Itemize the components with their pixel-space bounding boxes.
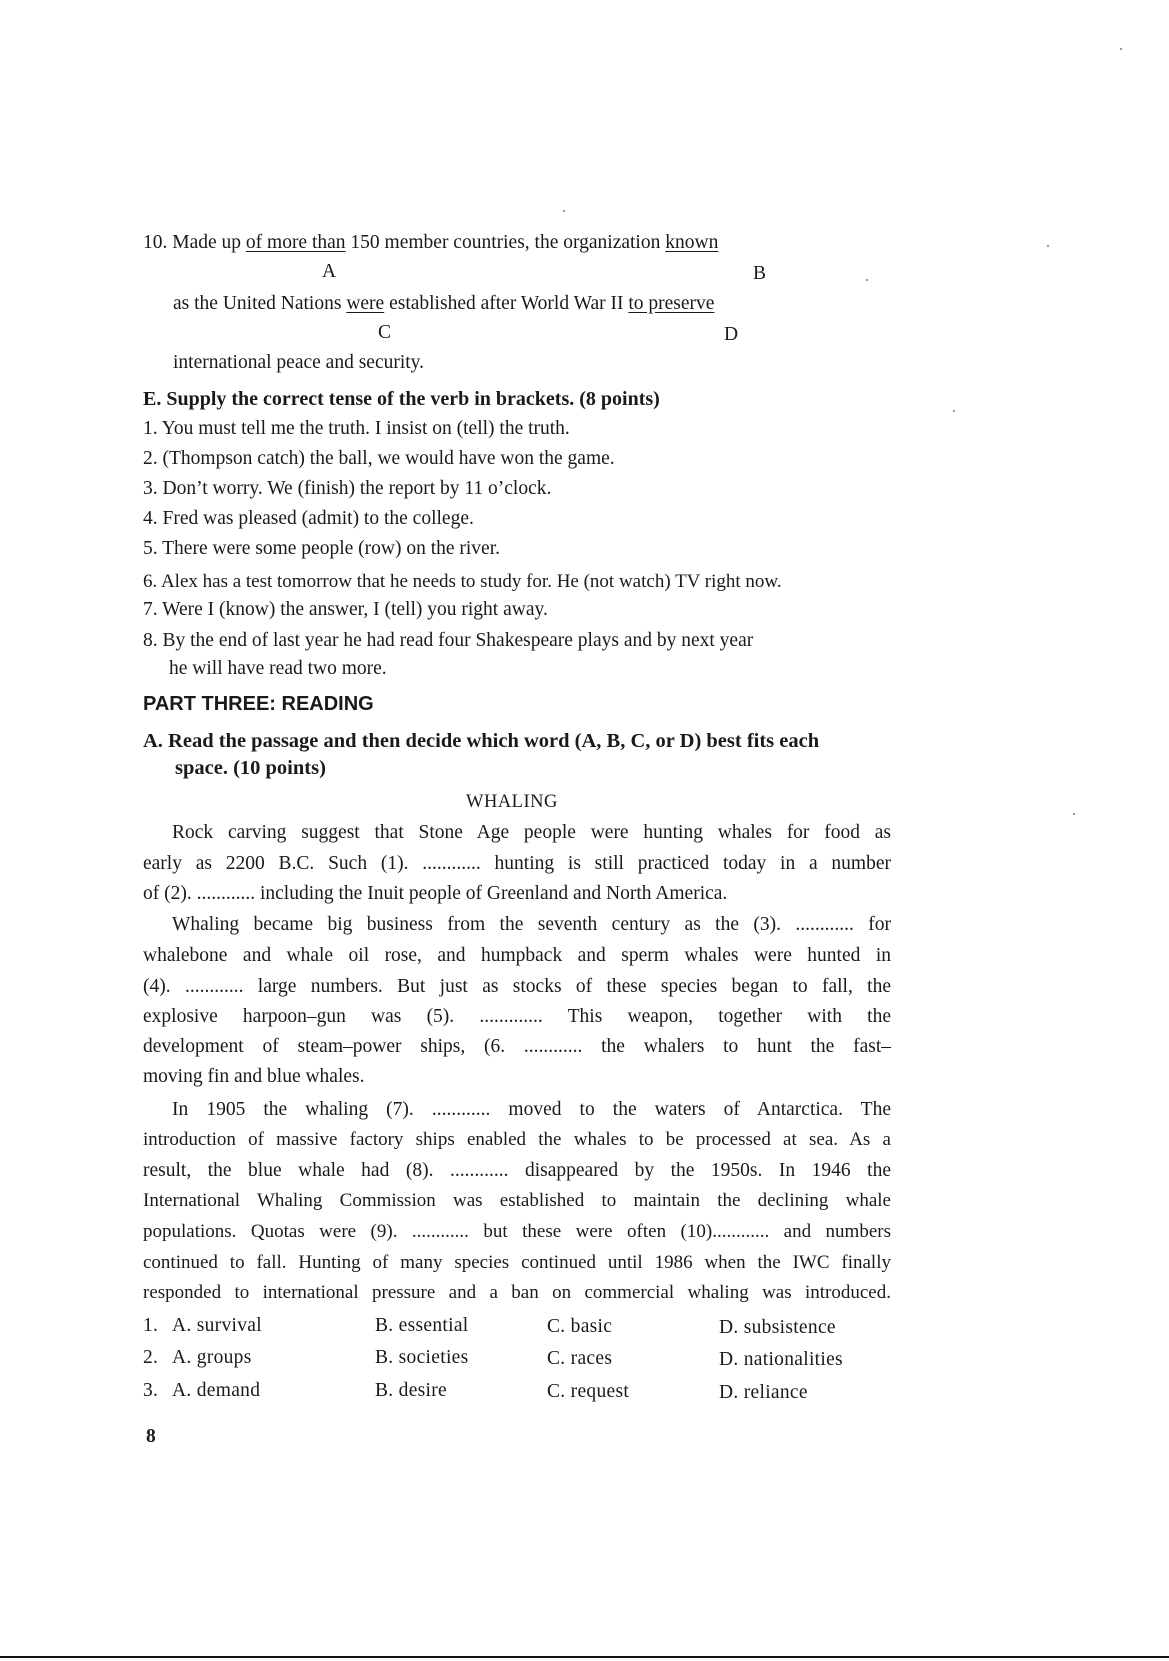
passage-para-2-line-4: explosive harpoon–gun was (5). ............. This weapon, together with the — [143, 1006, 891, 1027]
option-row-1-number: 1. — [143, 1315, 159, 1336]
passage-para-2-line-1: Whaling became big business from the seventh century as the (3). ............ for — [172, 914, 891, 935]
option-row-2-c: C. races — [547, 1348, 613, 1369]
scan-speck — [1120, 48, 1122, 50]
section-e-heading: E. Supply the correct tense of the verb in brackets. (8 points) — [143, 388, 660, 410]
reading-instruction-line-1: A. Read the passage and then decide which word (A, B, C, or D) best fits each — [143, 730, 820, 752]
section-e-item-2: 2. (Thompson catch) the ball, we would have won the game. — [143, 448, 615, 469]
passage-para-3-line-7: responded to international pressure and a ban on commercial whaling was introduced. — [143, 1282, 891, 1303]
option-row-2-a: A. groups — [172, 1347, 252, 1368]
option-row-1-b: B. essential — [375, 1315, 469, 1336]
scan-speck — [563, 210, 565, 212]
passage-para-1-line-1: Rock carving suggest that Stone Age people were hunting whales for food as — [172, 822, 891, 843]
section-e-item-6: 6. Alex has a test tomorrow that he needs to study for. He (not watch) TV right now. — [143, 571, 782, 592]
passage-para-1-line-2: early as 2200 B.C. Such (1). ............ hunting is still practiced today in a number — [143, 853, 891, 874]
q10-text: 150 member countries, the organization — [345, 232, 666, 253]
q10-label-c: C — [378, 322, 392, 343]
scan-speck — [953, 410, 955, 412]
q10-text: 10. Made up — [143, 232, 246, 253]
q10-label-b: B — [753, 263, 767, 284]
passage-para-2-line-2: whalebone and whale oil rose, and humpback and sperm whales were hunted in — [143, 945, 891, 966]
section-e-item-4: 4. Fred was pleased (admit) to the college. — [143, 508, 474, 529]
section-e-item-8: 8. By the end of last year he had read four Shakespeare plays and by next year — [143, 630, 754, 651]
option-row-2-d: D. nationalities — [719, 1349, 843, 1370]
passage-para-3-line-6: continued to fall. Hunting of many species continued until 1986 when the IWC finally — [143, 1252, 891, 1273]
passage-para-3-line-5: populations. Quotas were (9). ............ but these were often (10)............ and numbers — [143, 1221, 891, 1242]
q10-label-d: D — [724, 324, 739, 345]
passage-para-3-line-1: In 1905 the whaling (7). ............ moved to the waters of Antarctica. The — [172, 1099, 891, 1120]
passage-para-2-line-5: development of steam–power ships, (6. ............ the whalers to hunt the fast– — [143, 1036, 891, 1057]
option-row-3-number: 3. — [143, 1380, 159, 1401]
option-row-2-number: 2. — [143, 1347, 159, 1368]
section-e-item-5: 5. There were some people (row) on the river. — [143, 538, 501, 559]
option-row-3-a: A. demand — [172, 1380, 261, 1401]
passage-para-2-line-3: (4). ............ large numbers. But just as stocks of these species began to fall, the — [143, 976, 891, 997]
page-number: 8 — [146, 1426, 156, 1447]
scan-speck — [1047, 245, 1049, 247]
option-row-1-a: A. survival — [172, 1315, 262, 1336]
option-row-3-d: D. reliance — [719, 1382, 808, 1403]
bottom-scan-edge — [0, 1656, 1169, 1658]
q10-line-1 — [143, 231, 718, 255]
q10-line-2 — [173, 292, 714, 316]
reading-instruction-line-2: space. (10 points) — [175, 757, 326, 779]
q10-label-a: A — [322, 261, 337, 282]
part-three-heading: PART THREE: READING — [143, 693, 374, 715]
q10-option-a-underline: of more than — [245, 232, 346, 253]
passage-para-3-line-4: International Whaling Commission was established to maintain the declining whale — [143, 1190, 891, 1211]
option-row-2-b: B. societies — [375, 1347, 469, 1368]
option-row-3-c: C. request — [547, 1381, 630, 1402]
q10-text: established after World War II — [384, 293, 629, 314]
section-e-item-1: 1. You must tell me the truth. I insist on (tell) the truth. — [143, 418, 570, 439]
section-e-item-8-continuation: he will have read two more. — [169, 658, 387, 679]
passage-para-3-line-2: introduction of massive factory ships enabled the whales to be processed at sea. As a — [143, 1129, 891, 1150]
section-e-item-3: 3. Don’t worry. We (finish) the report by 11 o’clock. — [143, 478, 552, 499]
q10-line-3: international peace and security. — [173, 352, 425, 373]
passage-para-1-line-3: of (2). ............ including the Inuit people of Greenland and North America. — [143, 883, 728, 904]
passage-para-3-line-3: result, the blue whale had (8). ............ disappeared by the 1950s. In 1946 the — [143, 1160, 891, 1181]
passage-para-2-line-6: moving fin and blue whales. — [143, 1066, 365, 1087]
q10-option-b-underline: known — [665, 232, 719, 253]
scan-speck — [866, 279, 868, 281]
option-row-1-c: C. basic — [547, 1316, 613, 1337]
q10-option-d-underline: to preserve — [628, 293, 715, 314]
q10-option-c-underline: were — [346, 293, 385, 314]
passage-title: WHALING — [466, 792, 558, 812]
option-row-1-d: D. subsistence — [719, 1317, 836, 1338]
scan-speck — [1073, 813, 1075, 815]
option-row-3-b: B. desire — [375, 1380, 448, 1401]
section-e-item-7: 7. Were I (know) the answer, I (tell) you right away. — [143, 599, 548, 620]
q10-text: as the United Nations — [173, 293, 347, 314]
